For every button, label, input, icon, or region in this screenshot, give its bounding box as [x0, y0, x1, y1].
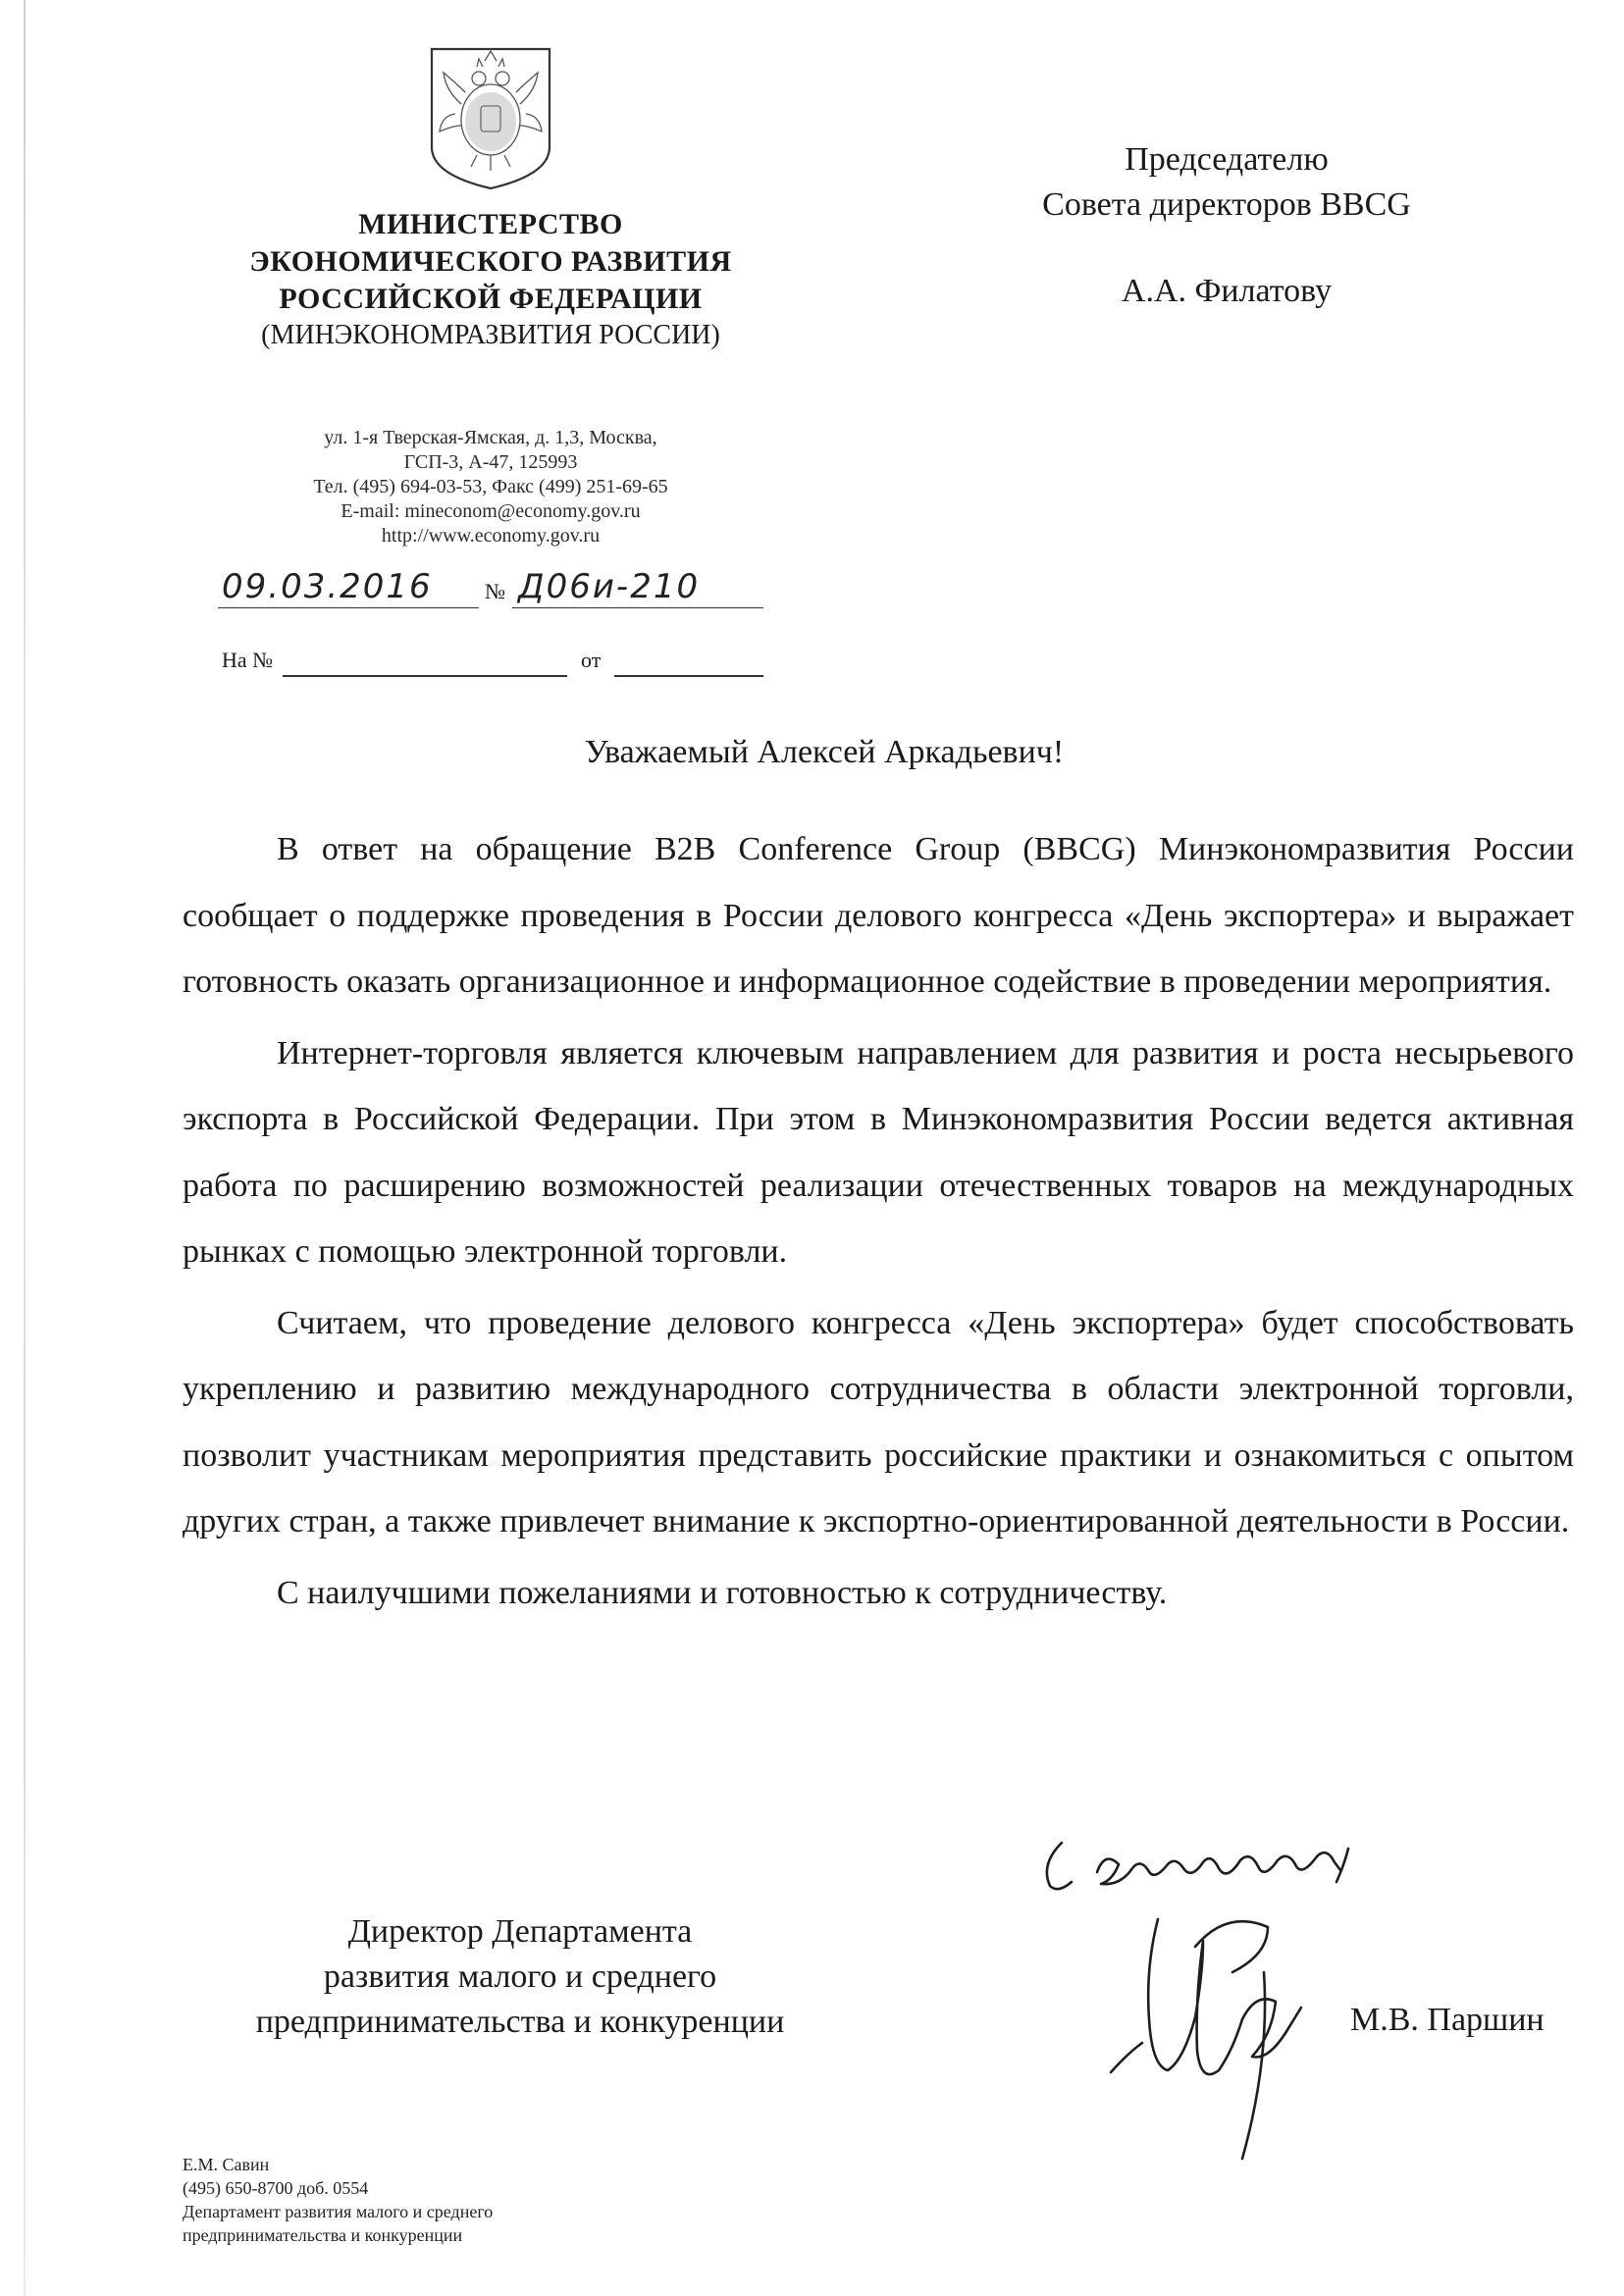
letter-number: Д06и-210 [518, 567, 701, 606]
closing-line: С наилучшими пожеланиями и готовностью к сотрудничеству. [277, 1574, 1168, 1611]
recipient-block [981, 137, 1472, 314]
reply-reference-line [222, 648, 763, 679]
letter-body [183, 816, 1574, 1626]
ministry-short-name: (МИНЭКОНОМРАЗВИТИЯ РОССИИ) [261, 320, 720, 350]
ministry-name-line: РОССИЙСКОЙ ФЕДЕРАЦИИ [279, 283, 703, 315]
scan-edge [24, 0, 26, 2296]
body-paragraph: Интернет-торговля является ключевым направлением для развития и роста несырьевого экспорта в Российской Федерации. При этом в Минэкономразвития России ведется активная работа по расширению возможностей реализации отечественных товаров на международных рынках с помощью электронной торговли. [183, 1034, 1574, 1270]
number-sign: № [485, 579, 505, 603]
body-paragraph: Считаем, что проведение делового конгресса «День экспортера» будет способствовать укреплению и развитию международного сотрудничества в области электронной торговли, позволит участникам мероприятия представить российские практики и ознакомиться с опытом других стран, а также привлечет внимание к экспортно-ориентированной деятельности в России. [183, 1304, 1574, 1539]
address-line: ул. 1-я Тверская-Ямская, д. 1,3, Москва, [324, 427, 657, 448]
reply-number-label: На № [222, 648, 274, 672]
body-paragraph: В ответ на обращение B2B Conference Group (BBCG) Минэкономразвития России сообщает о поддержке проведения в России делового конгресса «День экспортера» и выражает готовность оказать организационное и информационное содействие в проведении мероприятия. [183, 831, 1574, 1000]
salutation: Уважаемый Алексей Аркадьевич! [584, 734, 1065, 770]
email-line: E-mail: mineconom@economy.gov.ru [341, 500, 641, 522]
signer-title-line: Директор Департамента [347, 1913, 693, 1950]
signer-name: М.В. Паршин [1350, 2002, 1545, 2038]
date-underline [218, 607, 479, 609]
executor-name: Е.М. Савин [183, 2155, 270, 2174]
ministry-name-block [216, 206, 765, 353]
phone-fax-line: Тел. (495) 694-03-53, Факс (499) 251-69-65 [313, 476, 668, 497]
letter-date-field [218, 567, 479, 608]
website-line: http://www.economy.gov.ru [381, 525, 601, 547]
letter-number-field [512, 567, 763, 608]
signer-title-line: предпринимательства и конкуренции [255, 2004, 785, 2040]
signer-title [196, 1909, 844, 2045]
ministry-name-line: МИНИСТЕРСТВО [358, 208, 623, 240]
reply-date-label: от [581, 648, 602, 672]
ministry-name-line: ЭКОНОМИЧЕСКОГО РАЗВИТИЯ [249, 245, 732, 278]
reply-number-blank [283, 675, 567, 677]
recipient-title: Председателю [1125, 141, 1329, 178]
address-line: ГСП-3, А-47, 125993 [403, 451, 578, 473]
letter-date: 09.03.2016 [222, 567, 433, 606]
recipient-name: А.А. Филатову [1121, 273, 1333, 309]
executor-info [183, 2153, 693, 2247]
reply-date-blank [614, 675, 763, 677]
state-emblem-icon [426, 45, 555, 192]
ministry-address [245, 426, 736, 548]
recipient-organization: Совета директоров BBCG [1042, 186, 1411, 223]
executor-department: предпринимательства и конкуренции [183, 2225, 463, 2245]
executor-department: Департамент развития малого и среднего [183, 2202, 494, 2221]
number-underline [512, 607, 763, 609]
signer-title-line: развития малого и среднего [323, 1958, 717, 1995]
executor-phone: (495) 650-8700 доб. 0554 [183, 2178, 369, 2198]
registration-line [218, 567, 763, 610]
